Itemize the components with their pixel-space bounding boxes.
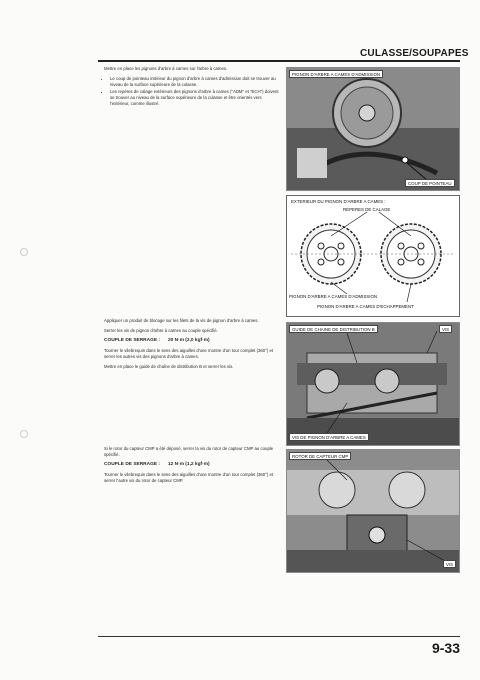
torque-value: 12 N·m (1,2 kgf·m): [167, 461, 210, 467]
bullet-list: [104, 76, 282, 107]
text-block-2: [104, 318, 282, 374]
header-divider: [98, 60, 460, 62]
engine-photo-graphic: [287, 68, 459, 190]
footer-divider: [98, 636, 460, 637]
bullet-item: • Le coup de pointeau intérieur du pignon d'arbre à cames d'admission doit se trouver au niveau de la surface supérieure de la culasse.: [110, 76, 282, 88]
torque-spec: [104, 338, 282, 344]
diagram-subtitle: REPERES DE CALAGE: [343, 207, 391, 212]
torque-label: COUPLE DE SERRAGE :: [104, 461, 160, 467]
section-title: CULASSE/SOUPAPES: [360, 48, 469, 59]
figure-intake-camshaft-photo: [286, 67, 460, 191]
text-block-1: [104, 66, 282, 111]
callout-sprocket-bolt: VIS DE PIGNON D'ARBRE A CAMES: [289, 433, 369, 441]
bullet-item: • Les repères de calage extérieurs des pignons d'arbre à cames ("ADM" et "ECH") doivent se trouver au niveau de la surface supérieure de la culasse et être orientés vers l'extérieur, comme illustré.: [110, 89, 282, 106]
label-exhaust-sprocket: PIGNON D'ARBRE A CAMES D'ECHAPPEMENT: [317, 304, 414, 309]
text-block-3: [104, 446, 282, 488]
torque-label: COUPLE DE SERRAGE :: [104, 337, 160, 343]
margin-mark: [20, 248, 28, 256]
paragraph: Appliquer un produit de blocage sur les filets de la vis de pignon d'arbre à cames.: [104, 318, 259, 323]
figure-cmp-rotor-photo: [286, 449, 460, 573]
torque-value: 20 N·m (2,0 kgf·m): [167, 337, 210, 343]
callout-punch-mark: COUP DE POINTEAU: [405, 179, 455, 187]
engine-photo-graphic: [287, 450, 459, 572]
figure-timing-marks-diagram: [286, 195, 460, 317]
callout-chain-guide: GUIDE DE CHAINE DE DISTRIBUTION B: [289, 325, 378, 333]
page-number: 9-33: [431, 640, 460, 656]
callout-bolt: VIS: [439, 325, 452, 333]
callout-intake-sprocket: PIGNON D'ARBRE A CAMES D'ADMISSION: [289, 70, 383, 78]
label-intake-sprocket: PIGNON D'ARBRE A CAMES D'ADMISSION: [289, 294, 378, 299]
callout-bolt: VIS: [443, 560, 456, 568]
callout-cmp-rotor: ROTOR DE CAPTEUR CMP: [289, 452, 351, 460]
paragraph: Mettre en place le guide de chaîne de distribution B et serrer les vis.: [104, 363, 234, 369]
margin-mark: [20, 430, 28, 438]
figure-cam-chain-guide-photo: [286, 322, 460, 446]
paragraph: Tourner le vilebrequin dans le sens des aiguilles d'une montre d'un tour complet (360°) et serrer l'autre vis du rotor de capteur CMP.: [104, 472, 274, 484]
paragraph: Si le rotor du capteur CMP a été déposé, serrer la vis du rotor de capteur CMP au couple spécifié.: [104, 446, 274, 457]
paragraph: Serrer les vis de pignon d'arbre à cames au couple spécifié.: [104, 327, 218, 333]
paragraph: Mettre en place les pignons d'arbre à cames sur l'arbre à cames.: [104, 66, 228, 71]
torque-spec: [104, 462, 282, 468]
engine-photo-graphic: [287, 323, 459, 445]
diagram-title: EXTERIEUR DU PIGNON D'ARBRE A CAMES :: [291, 199, 386, 204]
paragraph: Tourner le vilebrequin dans le sens des aiguilles d'une montre d'un tour complet (360°) et serrer les autres vis des pignons d'arbre à cames.: [104, 348, 274, 360]
